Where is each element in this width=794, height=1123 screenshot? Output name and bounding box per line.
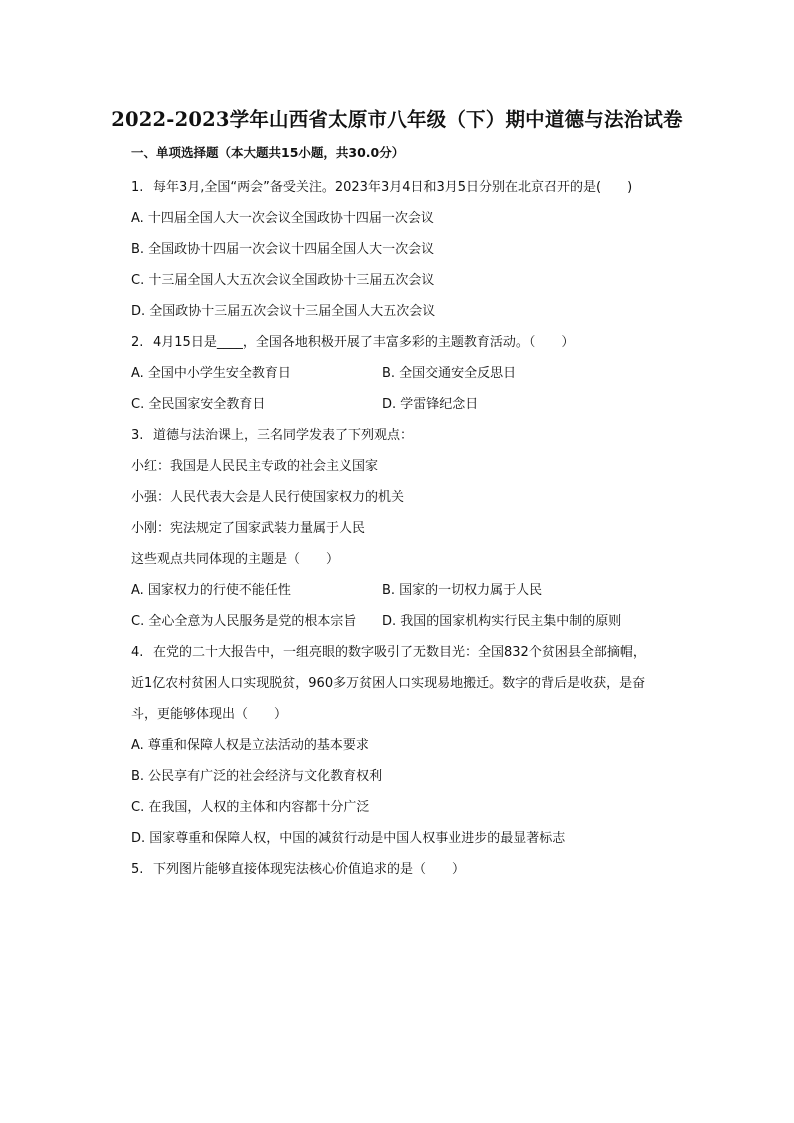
option-d[interactable]: D. 学雷锋纪念日 [382,397,479,412]
question-stem [131,854,691,885]
option-c[interactable]: C. 在我国，人权的主体和内容都十分广泛 [131,800,370,815]
section-heading: 一、单项选择题（本大题共15小题，共30.0分） [131,145,405,160]
quote-line: 小红：我国是人民民主专政的社会主义国家 [131,459,379,474]
question-prompt: 这些观点共同体现的主题是（ ） [131,552,340,567]
question-text: 每年3月,全国“两会”备受关注。2023年3月4日和3月5日分别在北京召开的是( ) [153,180,633,195]
option-b[interactable]: B. 全国政协十四届一次会议十四届全国人大一次会议 [131,242,435,257]
question-text: 在党的二十大报告中，一组亮眼的数字吸引了无数目光：全国832个贫困县全部摘帽， [153,645,646,660]
option-row [131,606,691,637]
question-text: 4月15日是____，全国各地积极开展了丰富多彩的主题教育活动。（ ） [153,335,575,350]
option-c[interactable]: C. 十三届全国人大五次会议全国政协十三届五次会议 [131,273,435,288]
option-a[interactable]: A. 全国中小学生安全教育日 [131,366,291,381]
option-c[interactable]: C. 全民国家安全教育日 [131,397,266,412]
option-d[interactable]: D. 我国的国家机构实行民主集中制的原则 [382,614,622,629]
option-a[interactable]: A. 国家权力的行使不能任性 [131,583,291,598]
question-stem [131,172,691,203]
option-d[interactable]: D. 国家尊重和保障人权，中国的减贫行动是中国人权事业进步的最显著标志 [131,831,566,846]
option-row [131,575,691,606]
option-row [131,358,691,389]
question-number: 3. [131,428,144,443]
quote-line: 小刚：宪法规定了国家武装力量属于人民 [131,521,366,536]
option-b[interactable]: B. 公民享有广泛的社会经济与文化教育权利 [131,769,383,784]
question-list [131,172,691,885]
question-text-continued: 近1亿农村贫困人口实现脱贫，960多万贫困人口实现易地搬迁。数字的背后是收获，是奋 [131,676,646,691]
question-stem [131,327,691,358]
question-number: 1. [131,180,144,195]
option-row [131,389,691,420]
question-stem [131,420,691,451]
option-b[interactable]: B. 全国交通安全反思日 [382,366,517,381]
quote-line: 小强：人民代表大会是人民行使国家权力的机关 [131,490,405,505]
exam-title: 2022-2023学年山西省太原市八年级（下）期中道德与法治试卷 [111,108,683,131]
question-text: 道德与法治课上，三名同学发表了下列观点： [153,428,414,443]
option-c[interactable]: C. 全心全意为人民服务是党的根本宗旨 [131,614,357,629]
option-d[interactable]: D. 全国政协十三届五次会议十三届全国人大五次会议 [131,304,436,319]
question-number: 4. [131,645,144,660]
question-text-continued: 斗，更能够体现出（ ） [131,707,288,722]
question-number: 5. [131,862,144,877]
question-number: 2. [131,335,144,350]
option-b[interactable]: B. 国家的一切权力属于人民 [382,583,543,598]
option-a[interactable]: A. 尊重和保障人权是立法活动的基本要求 [131,738,369,753]
option-a[interactable]: A. 十四届全国人大一次会议全国政协十四届一次会议 [131,211,434,226]
question-stem [131,637,691,668]
question-text: 下列图片能够直接体现宪法核心价值追求的是（ ） [153,862,466,877]
